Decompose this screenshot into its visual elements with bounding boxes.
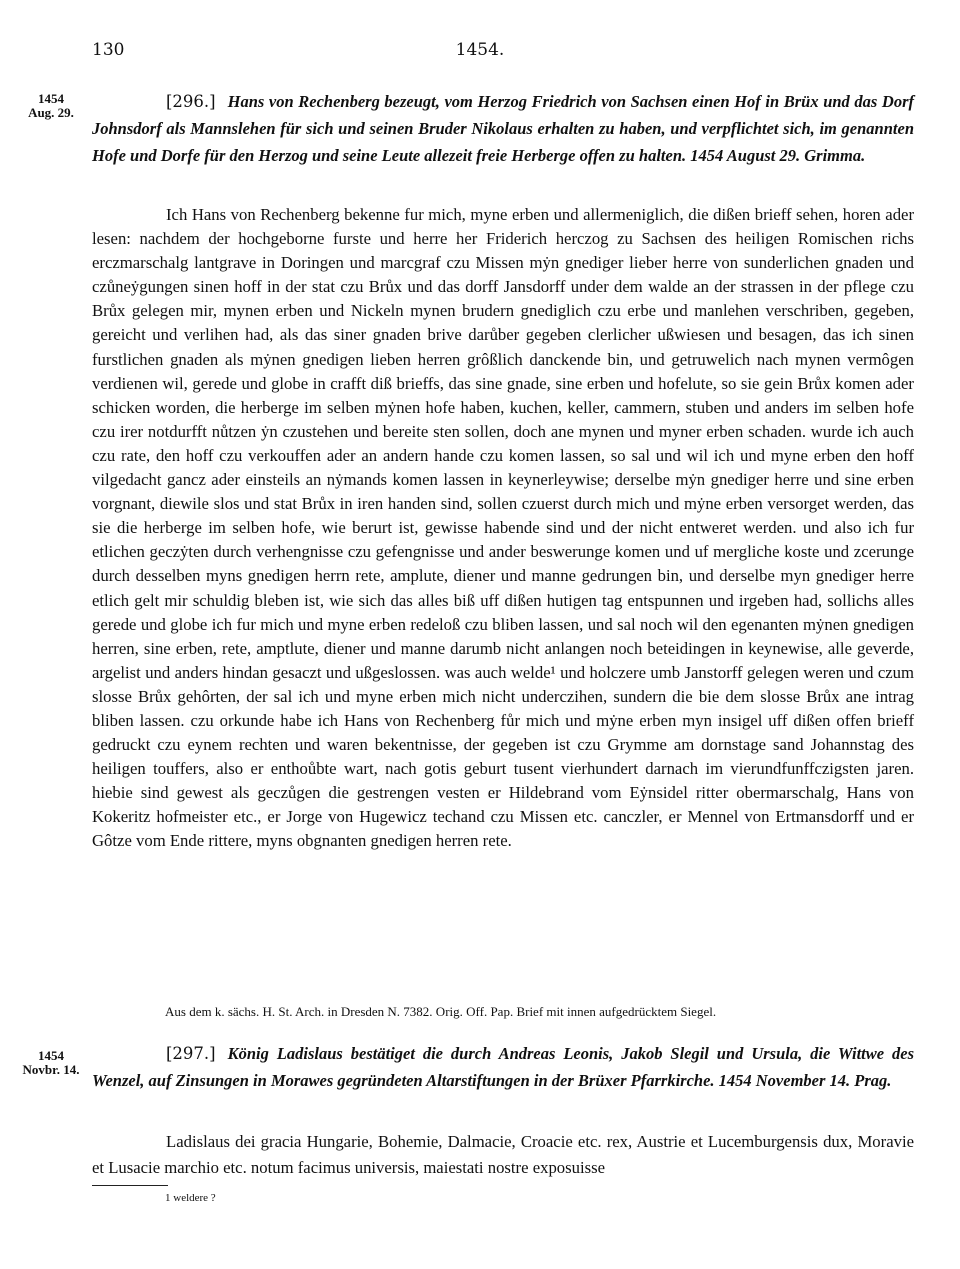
document-number: [297.] [166, 1044, 216, 1063]
regest-text: König Ladislaus bestätiget die durch Andreas Leonis, Jakob Slegil und Ursula, die Wittwe des Wenzel, auf Zinsungen in Morawes gegründeten Altarstiftungen in der Brüxer Pfarrkirche. 1454 November 14. Prag. [92, 1044, 914, 1090]
document-text-296: Ich Hans von Rechenberg bekenne fur mich, myne erben und allermeniglich, die dißen brieff sehen, horen ader lesen: nachdem der hochgeborne furste und herre her Friderich herczog zu Sachsen des heiligen Romischen richs erczmarschalg lantgrave in Doringen und marcgraf czu Missen mẏn gnediger lieber herre von sunderlichen gnaden und czůneẏgungen sinen hoff in der stat czu Brůx und das dorff Jansdorff under dem walde an der strassen in der pflege czu Brůx gelegen mir, mynen erben und Nickeln mynen brudern gnediglich czu erbe und manlehen verschriben, gegeben, gereicht und verlihen had, als das siner gnaden brive darůber gegeben clerlicher ußwiesen und besagen, das ich sinen furstlichen gnaden als mẏnen gnedigen lieben herren grôßlich danckende bin, und getruwelich nach mynen vermôgen verdienen wil, gerede und globe in crafft diß brieffs, das sine gnade, sine erben und hofelute, so sie gein Brůx komen ader schicken worden, die herberge im selben mẏnen hofe haben, kuchen, keller, cammern, stuben und anders im selben hofe czu irer notdurfft nůtzen ẏn czustehen und bereite sten sollen, doch ane mynen und myner erben schaden. wurde ich auch czu rate, den hoff czu verkouffen ader an andern hande czu komen lassen, so sal und wil ich und myne erben den hoff vilgedacht gancz ader einsteils an nẏmands komen lassen in keynerleywise; derselbe mẏn gnediger herre und sine erben vorgnant, diewile slos und stat Brůx in iren handen sind, sollen czuerst durch mich und mẏne erben versorget werden, das sie die herberge im selben hofe, wie berurt ist, gewisse habende sind und der nicht entweret werden. und also ich fur etlichen geczẏten durch verhengnisse czu gefengnisse und ander beswerunge komen und uf mergliche koste und zcerunge durch desselben myns gnedigen herrn rete, amplute, diener und manne gedrungen bin, und derselbe myn gnediger herre etlich gelt mir schuldig bleben ist, wie sich das alles biß uff dißen hutigen tag entspunnen und irgeben had, sollichs alles gerede und globe ich fur mich und myne erben redeloß czu bliben lassen, und sal noch wil den egenanten mẏnen gnedigen herren, sine erben, rete, amptlute, diener und manne darumb nicht anlangen noch beteidingen in keynewise, alle geverde, argelist und anders hindan gesaczt und ußgeslossen. was auch welde¹ und holczere umb Janstorff gelegen weren und czum slosse Brůx gehôrten, der sal ich und myne erben mich nicht underczihen, sundern die bie dem slosse Brůx ane intrag bliben lassen. czu orkunde habe ich Hans von Rechenberg fůr mich und mẏne erben myn insigel uff dißen offen brieff gedruckt czu eynem rechten und waren bekentnisse, der gegeben ist czu Grymme am dornstage sand Johannstag des heiligen touffers, also er enthoůbte wart, nach gotis geburt tusent vierhundert darnach im vierundfunffczigsten jaren. hiebie sind gewest als geczůgen die gestrengen vesten er Hildebrand vom Eẏnsidel ritter obermarschalg, Hans von Kokeritz hofmeister etc., er Jorge von Hugewicz techand czu Missen etc. canczler, er Mennel von Ertmansdorff und er Gôtze vom Ende rittere, myns obgnanten gnedigen herren rete. [92, 205, 914, 851]
running-head-year: 1454. [455, 40, 505, 60]
page-header [0, 40, 960, 64]
regest-text: Hans von Rechenberg bezeugt, vom Herzog Friedrich von Sachsen einen Hof in Brüx und das Dorf Johnsdorf als Mannslehen für sich und seinen Bruder Nikolaus erhalten zu haben, und verpflichtet sich, im genannten Hofe und Dorfe für den Herzog und seine Leute allezeit freie Herberge offen zu halten. 1454 August 29. Grimma. [92, 92, 914, 165]
footnote: 1 weldere ? [165, 1192, 216, 1204]
document-text-297: Ladislaus dei gracia Hungarie, Bohemie, Dalmacie, Croacie etc. rex, Austrie et Lucemburgensis dux, Moravie et Lusacie marchio etc. notum facimus universis, maiestati nostre exposuisse [92, 1132, 914, 1177]
margin-day: Novbr. 14. [22, 1062, 80, 1077]
footnote-rule [92, 1185, 168, 1186]
margin-year: 1454 [38, 1048, 64, 1063]
document-number: [296.] [166, 92, 216, 111]
source-note-296: Aus dem k. sächs. H. St. Arch. in Dresden N. 7382. Orig. Off. Pap. Brief mit innen aufgedrücktem Siegel. [165, 1004, 717, 1019]
margin-day: Aug. 29. [28, 105, 74, 120]
margin-date-297 [14, 1049, 88, 1077]
regest-296 [92, 88, 914, 169]
page-number: 130 [92, 40, 125, 60]
regest-297 [92, 1040, 914, 1094]
margin-date-296 [14, 92, 88, 120]
margin-year: 1454 [38, 91, 64, 106]
